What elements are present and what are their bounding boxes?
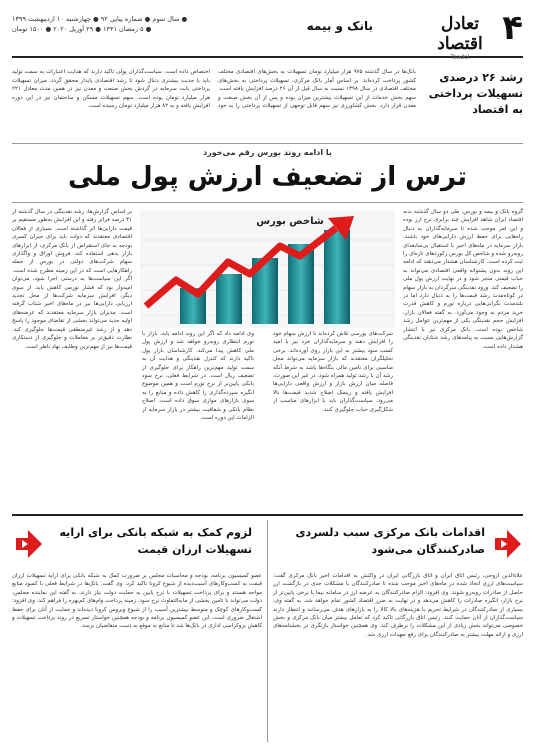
page-number: ۴ — [502, 8, 523, 48]
top-story — [12, 64, 523, 144]
bottom-right-headline: اقدامات بانک مرکزی سبب دلسردی صادرکنندگان می‌شود — [295, 526, 485, 556]
main-story-kicker: با ادامه روند بورس رقم می‌خورد — [203, 148, 332, 157]
main-story-column-middle-b: وی ادامه داد که اگر این روند ادامه یابد، بازار با تورم انتظاری روبه‌رو خواهد شد و ارزش پول ملی کاهش پیدا می‌کند. کارشناسان بازار پول تاکید دارند که کنترل نقدینگی و هدایت آن به سمت تولید مهم‌ترین راهکار برای جلوگیری از تضعیف ریال است. در شرایط فعلی، نرخ سود بانکی پایین‌تر از نرخ تورم است و همین موضوع انگیزه سپرده‌گذاری را کاهش داده و منابع را به سوی بازارهای موازی سوق داده است. اصلاح نظام بانکی و شفافیت بیشتر در بازار سرمایه از الزامات این دوره است. — [142, 331, 254, 422]
red-arrow-icon — [12, 528, 44, 560]
bottom-right-body: علاءالدین ازوجی، رئیس اتاق ایران و اتاق بازرگانی ایران در واکنش به اقدامات اخیر بانک مرکزی گفت: سیاست‌های ارزی اتخاذ شده در ماه‌های اخیر موجب شده تا صادرکنندگان با مشکلات جدی در بازگشت ارز حاصل از صادرات روبه‌رو شوند. وی افزود: الزام صادرکنندگان به عرضه ارز در سامانه نیما با نرخی پایین‌تر از نرخ بازار، انگیزه صادرات را کاهش می‌دهد و در نهایت به ضرر اقتصاد کشور تمام خواهد شد. به گفته وی، بسیاری از صادرکنندگان در شرایط تحریم با هزینه‌های بالا کالا را به بازارهای هدف می‌رسانند و انتظار دارند سیاست‌گذاران از آنان حمایت کنند. رئیس اتاق بازرگانی تاکید کرد که تعامل بیشتر میان بانک مرکزی و بخش خصوصی می‌تواند بخش زیادی از این مشکلات را برطرف کند. وی همچنین خواستار بازنگری در بخشنامه‌های ارزی و ارائه مهلت بیشتر به صادرکنندگان برای رفع تعهدات ارزی شد. — [273, 573, 523, 638]
issue-line-2: ● ۵ رمضان ۱۴۴۱ ● ۲۹ آوریل ۲۰۲۰ ● ۱۵۰۰ تومان — [12, 25, 152, 33]
logo-text: تعادل اقتصاد — [437, 14, 483, 54]
illustration-bar — [324, 230, 350, 324]
illustration-svg — [140, 210, 395, 328]
issue-info — [12, 14, 262, 34]
main-story-column-right: گروه بانک و بیمه و بورس: طی دو سال گذشته بدنه اقتصاد ایران شاهد افزایش چند برابری نرخ ارز بوده و این امر موجب شده تا سرمایه‌گذاران به دنبال راه‌هایی برای حفظ ارزش دارایی‌های خود باشند. بازار سرمایه در ماه‌های اخیر با استقبال بی‌سابقه‌ای روبه‌رو شده و شاخص کل بورس رکوردهای تازه‌ای را ثبت کرده است. کارشناسان هشدار می‌دهند که ادامه این روند بدون پشتوانه واقعی اقتصادی می‌تواند به حباب قیمتی منجر شود و در نهایت ارزش پول ملی را تضعیف کند. ورود نقدینگی سرگردان به بازار سهام در کوتاه‌مدت رشد قیمت‌ها را به دنبال دارد اما در بلندمدت نگرانی‌هایی درباره تورم و کاهش قدرت خرید مردم به وجود می‌آورد. به گفته فعالان بازار، افزایش حجم نقدینگی یکی از مهم‌ترین عوامل رشد شاخص بوده است. بانک مرکزی نیز با انتشار گزارش‌هایی نسبت به پیامدهای رشد شتابان نقدینگی هشدار داده است. — [403, 209, 523, 350]
column-divider — [267, 520, 268, 742]
logo-subtext: Taadol — [450, 54, 470, 61]
main-story-headline: ترس از تضعیف ارزش پول ملی — [68, 162, 467, 192]
stock-index-illustration — [140, 210, 395, 328]
red-arrow-icon — [491, 528, 523, 560]
illustration-caption: شاخص بورس — [256, 216, 324, 227]
top-story-body: بانک‌ها در سال گذشته ۹۷۵ هزار میلیارد تومان تسهیلات به بخش‌های اقتصادی مختلف کشور پرداخت کرده‌اند. بر اساس آمار بانک مرکزی، تسهیلات پرداختی به بخش‌های مختلف اقتصادی در سال ۱۳۹۸ نسبت به سال قبل از آن ۲۶ درصد افزایش یافته است. سهم بخش خدمات از این تسهیلات بیشترین میزان بوده و پس از آن بخش صنعت و معدن قرار دارد. بخش کشاورزی نیز سهم قابل توجهی از تسهیلات پرداختی را به خود اختصاص داده است. سیاست‌گذاران پولی تاکید دارند که هدایت اعتبارات به سمت تولید باید با جدیت بیشتری دنبال شود تا رشد اقتصادی پایدار محقق گردد. میزان تسهیلات پرداختی بابت سرمایه در گردش بخش صنعت و معدن نیز در همین مدت معادل ۲۲۱ هزار میلیارد تومان بوده است. سهم تسهیلات مسکن و ساختمان نیز در این دوره افزایش یافته و به ۸۲ هزار میلیارد تومان رسیده است. — [12, 69, 416, 110]
issue-line-1: ● سال سوم ● شماره پیاپی ۹۲ ● چهارشنبه ۱۰ اردیبهشت ۱۳۹۹ — [12, 15, 188, 23]
section-title: بانک و بیمه — [306, 19, 373, 33]
bottom-left-headline: لزوم کمک به شبکه بانکی برای ارایه تسهیلات ارزان قیمت — [59, 526, 252, 556]
bottom-left-body: عضو کمیسیون برنامه، بودجه و محاسبات مجلس بر ضرورت کمک به شبکه بانکی برای ارایه تسهیلات ارزان قیمت به کسب‌وکارهای آسیب‌دیده از شیوع کرونا تاکید کرد. وی گفت: بانک‌ها در شرایط فعلی با کمبود منابع مواجه هستند و برای پرداخت تسهیلات با نرخ پایین به حمایت دولت نیاز دارند. به گفته این نماینده مجلس، دولت می‌تواند با تامین بخشی از مابه‌التفاوت نرخ سود، زمینه پرداخت وام‌های کم‌بهره را فراهم کند. وی افزود: کسب‌وکارهای کوچک و متوسط بیشترین آسیب را از شیوع ویروس کرونا دیده‌اند و حمایت از آنان برای حفظ اشتغال ضروری است. این عضو کمیسیون برنامه و بودجه همچنین خواستار تسریع در روند پرداخت تسهیلات و کاهش بروکراسی اداری در بانک‌ها شد تا منابع به موقع به دست متقاضیان برسد. — [12, 573, 262, 630]
top-story-headline: رشد ۲۶ درصدی تسهیلات پرداختی به اقتصاد — [428, 71, 523, 116]
divider — [12, 202, 523, 203]
masthead — [12, 8, 523, 61]
divider — [12, 514, 523, 516]
illustration-bar — [216, 274, 242, 324]
logo — [429, 14, 491, 61]
main-story-column-left: بر اساس گزارش‌ها، رشد نقدینگی در سال گذشته از ۳۱ درصد فراتر رفته و این افزایش به‌طور مستقیم بر قیمت دارایی‌ها اثر گذاشته است. بسیاری از فعالان اقتصادی معتقدند که دولت باید برای جبران کسری بودجه به جای استقراض از بانک مرکزی، از ابزارهای بازار بدهی استفاده کند. فروش اوراق و واگذاری سهام شرکت‌های دولتی در بورس از جمله راهکارهایی است که در این زمینه مطرح شده است. اگر این سیاست‌ها به درستی اجرا شود، می‌توان امیدوار بود که فشار تورمی کاهش یابد. از سوی دیگر، افزایش سرمایه شرکت‌ها از محل تجدید ارزیابی دارایی‌ها نیز در ماه‌های اخیر شتاب گرفته است. مدیران بازار سرمایه معتقدند که عرضه‌های اولیه جدید می‌تواند بخشی از تقاضای موجود را پاسخ دهد و از رشد غیرمنطقی قیمت‌ها جلوگیری کند. نظارت دقیق‌تر بر معاملات و جلوگیری از دستکاری قیمت‌ها نیز از مهم‌ترین وظایف نهاد ناظر است. — [12, 209, 132, 350]
main-story-column-middle-a: شرکت‌های بورسی تلاش کرده‌اند تا ارزش سهام خود را افزایش دهند و سرمایه‌گذاران خرد نیز با امید کسب سود بیشتر به این بازار روی آورده‌اند. برخی تحلیلگران معتقدند که بازار سرمایه می‌تواند محل مناسبی برای تامین مالی بنگاه‌ها باشد به شرط آنکه رشد آن با رشد تولید همراه شود. در غیر این صورت، فاصله میان ارزش بازار و ارزش واقعی دارایی‌ها افزایش یافته و ریسک اصلاح شدید قیمت‌ها بالا می‌رود. سیاست‌گذاران باید با ابزارهای مناسب از شکل‌گیری حباب جلوگیری کنند. — [273, 331, 393, 413]
